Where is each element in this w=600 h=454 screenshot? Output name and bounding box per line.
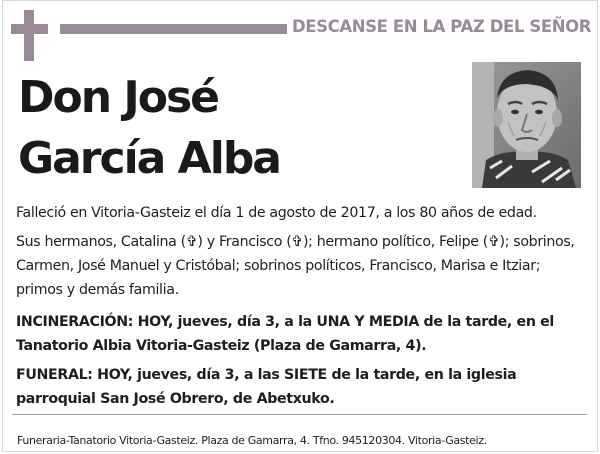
funeral-home-footer: Funeraria-Tanatorio Vitoria-Gasteiz. Plaza de Gamarra, 4. Tfno. 945120304. Vitoria-Gasteiz. — [17, 434, 487, 447]
family-list: Sus hermanos, Catalina (✞) y Francisco (✞); hermano político, Felipe (✞); sobrinos, Carmen, José Manuel y Cristóbal; sobrinos políticos, Francisco, Marisa e Itziar; primos y demás familia. — [16, 234, 575, 298]
funeral-notice: FUNERAL: HOY, jueves, día 3, a las SIETE de la tarde, en la iglesia parroquial San José Obrero, de Abetxuko. — [16, 367, 517, 407]
footer-divider — [12, 414, 587, 415]
deceased-name-line1: Don José — [18, 72, 219, 123]
cross-icon-arm — [11, 24, 48, 34]
header-rule — [60, 24, 287, 34]
deceased-portrait — [472, 62, 581, 188]
deceased-name-line2: García Alba — [18, 133, 281, 184]
header-title: DESCANSE EN LA PAZ DEL SEÑOR — [292, 17, 592, 36]
cremation-notice: INCINERACIÓN: HOY, jueves, día 3, a la UNA Y MEDIA de la tarde, en el Tanatorio Albia Vitoria-Gasteiz (Plaza de Gamarra, 4). — [16, 314, 554, 354]
death-notice: Falleció en Vitoria-Gasteiz el día 1 de agosto de 2017, a los 80 años de edad. — [16, 205, 537, 221]
cross-icon — [24, 10, 34, 61]
